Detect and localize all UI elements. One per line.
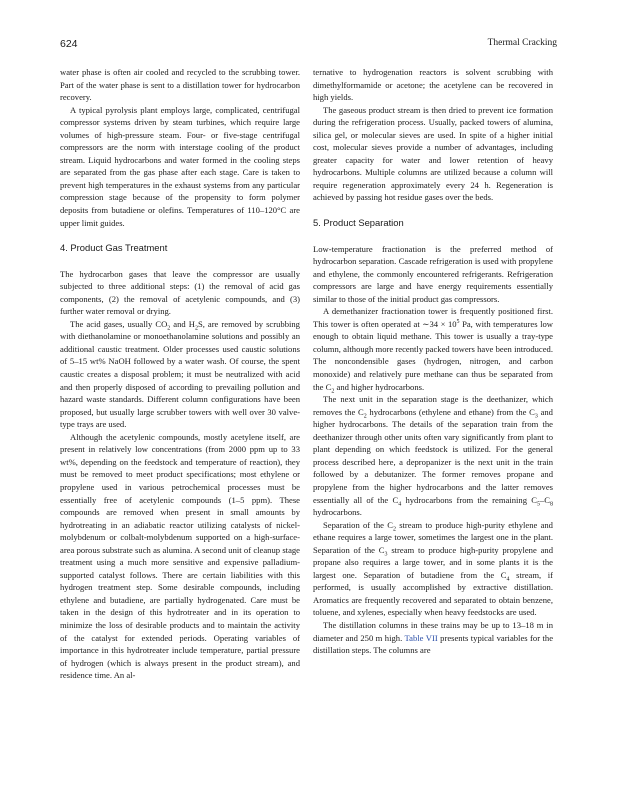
paragraph: The distillation columns in these trains may be up to 13–18 m in diameter and 250 m high. Table VII presents typical variables for the distillation steps. The columns are xyxy=(313,619,554,656)
paragraph: Low-temperature fractionation is the preferred method of hydrocarbon separation. Cascade refrigeration is used with propylene and ethylene, the commonly encountered refrigerants. Refrigeration compressors are large and have energy requirements essentially similar to those of the initial product gas compressors. xyxy=(313,243,553,304)
right-column xyxy=(313,66,553,657)
page-header xyxy=(60,38,557,52)
running-head: Thermal Cracking xyxy=(487,38,557,48)
paragraph: The gaseous product stream is then dried to prevent ice formation during the refrigeration process. Usually, packed towers of alumina, silica gel, or molecular sieves are used. In spite of a higher initial cost, molecular sieves provide a number of advantages, including greater capacity for water and lower retention of heavy hydrocarbons. Multiple columns are utilized because a column will require regeneration approximately every 24 h. Regeneration is achieved by passing hot residue gases over the beds. xyxy=(313,104,553,203)
section-heading-product-separation: 5. Product Separation xyxy=(313,217,404,229)
paragraph: The next unit in the separation stage is the deethanizer, which removes the $C_2$ hydrocarbons (ethylene and ethane) from the $C_3$ and higher hydrocarbons. The details of the separation train from the deethanizer through other units often vary significantly from plant to plant depending on which feedstock is utilized. For the general process described here, a depropanizer is the next unit in the train followed by a debutanizer. The former removes propane and propylene from the higher hydrocarbons and the latter removes essentially all of the $C_4$ hydrocarbons from the remaining $C_5-C_8$ hydrocarbons. xyxy=(313,394,553,518)
paragraph: water phase is often air cooled and recycled to the scrubbing tower. Part of the water phase is sent to a distillation tower for hydrocarbon recovery. xyxy=(60,67,300,103)
paragraph: ternative to hydrogenation reactors is solvent scrubbing with dimethylformamide or acetone; the acetylene can be recovered in high yields. xyxy=(313,67,553,103)
page-number: 624 xyxy=(60,38,78,50)
paragraph: A demethanizer fractionation tower is frequently positioned first. This tower is often operated at ∼34 × $10^5$ Pa, with temperatures low enough to obtain liquid methane. This tower is usually a tray-type column, although more recently packed towers have been introduced. The noncondensible gases (hydrogen, nitrogen, and carbon monoxide) and relatively pure methane can thus be separated from the $C_2$ and higher hydrocarbons. xyxy=(313,306,553,395)
paragraph: A typical pyrolysis plant employs large, complicated, centrifugal compressor systems driven by steam turbines, which require large volumes of high-pressure steam. Four- or five-stage centrifugal compressors are the norm with interstage cooling of the product stream. Liquid hydrocarbons and water formed in the cooling steps are separated from the gas phase after each stage. Care is taken to prevent high temperatures in the exhaust systems from any particular compression stage because of the propensity to form polymer deposits from butadiene or olefins. Temperatures of 110–120°C are upper limit guides. xyxy=(60,104,300,228)
paragraph: Separation of the $C_2$ stream to produce high-purity ethylene and ethane requires a large tower, sometimes the largest one in the plant. Separation of the $C_3$ stream to produce high-purity propylene and propane also requires a large tower, and in some plants it is the largest one. Separation of butadiene from the $C_4$ stream, if performed, is usually accomplished by extractive distillation. Aromatics are frequently recovered and separated to obtain benzene, toluene, and xylenes, especially when heavy feedstocks are used. xyxy=(313,519,553,618)
paragraph: Although the acetylenic compounds, mostly acetylene itself, are present in relatively low concentrations (from 2000 ppm up to 33 wt%, depending on the feedstock and temperature of reaction), they must be removed to meet product specifications; most ethylene or propylene used in various petrochemical processes must be essentially free of acetylenic compounds (1–5 ppm). These compounds are removed when present in small amounts by hydrotreating in an adiabatic reactor utilizing catalysts of nickel-molybdenum or colbalt-molybdenum supported on a high-surface-area porous substrate such as alumina. A second unit of cleanup stage treatment using a much more sensitive and expensive palladium-supported catalyst follows. There are certain liabilities with this hydrogen treatment step. Some desirable compounds, including ethylene and butadiene, are partially hydrogenated. Care must be taken in the design of this hydrotreater and in its operation to minimize the loss of desirable products and to maintain the activity of the catalyst for extended periods. Operating variables of importance in this hydrotreater include temperature, partial pressure of hydrogen (which is always present in the product stream), and residence time. An al- xyxy=(60,431,300,681)
table-vii-link[interactable]: Table VII xyxy=(404,632,438,643)
left-column xyxy=(60,66,300,682)
paragraph: The acid gases, usually $CO_2$ and $H_2S$, are removed by scrubbing with diethanolamine or monoethanolamine solutions and possibly an additional caustic treatment. Older processes used caustic solutions of 5–15 wt% NaOH followed by a water wash. Of course, the spent caustic creates a disposal problem; it must be neutralized with acid and then properly disposed of according to prevailing pollution and hazard waste standards. Different column configurations have been proposed, but usually large scrubber towers with well over 30 valve-type trays are used. xyxy=(60,318,300,430)
paragraph: The hydrocarbon gases that leave the compressor are usually subjected to three additional steps: (1) the removal of acid gas components, (2) the removal of acetylenic compounds, and (3) further water removal or drying. xyxy=(60,268,300,317)
section-heading-product-gas-treatment: 4. Product Gas Treatment xyxy=(60,242,168,254)
